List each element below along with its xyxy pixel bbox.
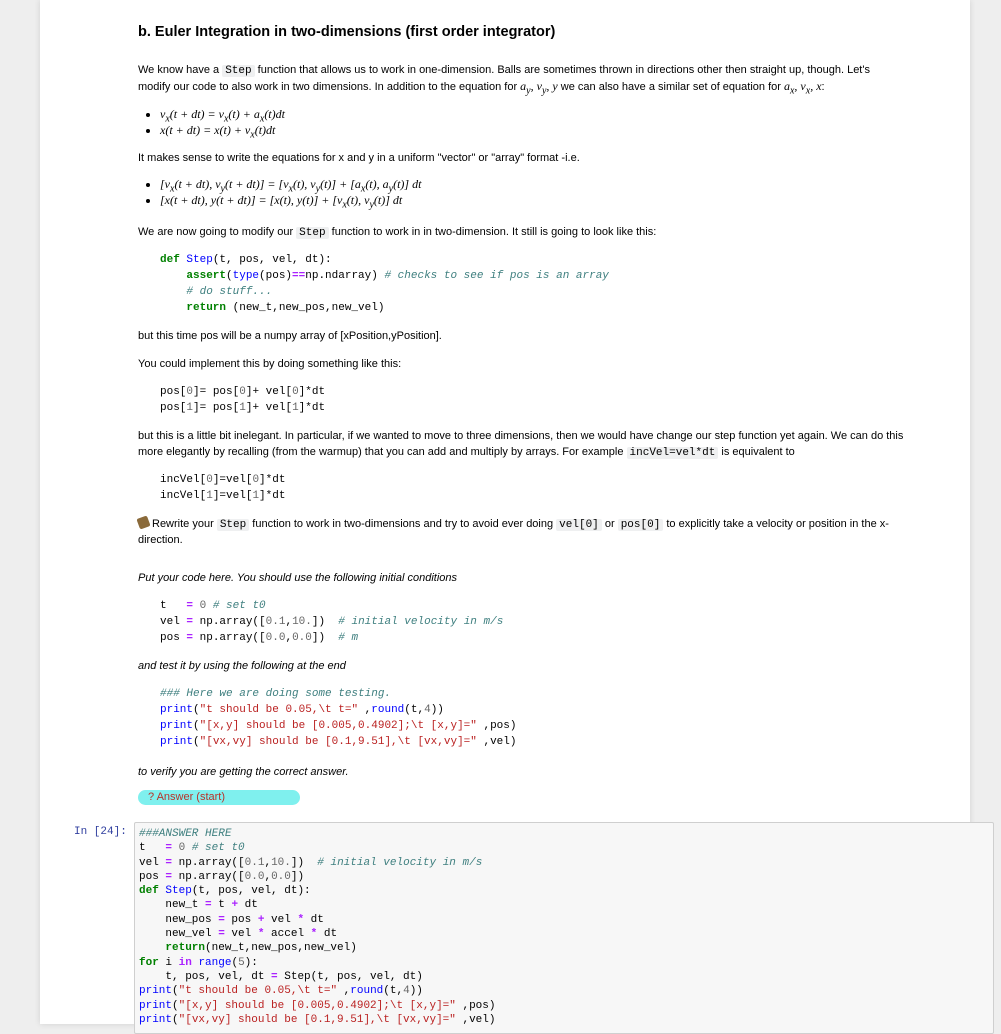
test-code: ### Here we are doing some testing. print("t should be 0.05,\t t=" ,round(t,4)) print("[x,y] should be [0.005,0.4902];\t [x,y]=" ,pos) print("[vx,vy] should be [0.1,9.51],\t [vx,vy]=" ,vel) [160, 688, 517, 748]
equation-vector-x: • [x(t + dt), y(t + dt)] = [x(t), $y(t)] + [v_x(t)$, $v_y(t)$] dt [160, 192, 421, 208]
equation-vector-v: • [$v_x(t + dt)$, $v_y(t + dt)] = [v_x(t)$, $v_y(t)] + [a_x(t)$, $a_y(t)$] dt [160, 176, 421, 192]
test-sentence: and test it by using the following at the end [138, 660, 346, 672]
code-cell-input[interactable] [134, 822, 994, 1034]
bullet-list-1 [138, 106, 285, 141]
intro-paragraph-2: modify our code to also work in two dimensions. In addition to the equation for $a_y$, $v_y$, y we can also have a similar set of equation for $a_x$, $v_x$, x: [138, 79, 825, 97]
step-template-code: def Step(t, pos, vel, dt): assert(type(pos)==np.ndarray) # checks to see if pos is an array # do stuff... return (new_t,new_pos,new_vel) [160, 254, 609, 314]
initial-conditions-code: t = 0 # set t0 vel = np.array([0.1,10.]) # initial velocity in m/s pos = np.array([0.0,0.0]) # m [160, 600, 504, 644]
answer-start-button[interactable]: ? Answer (start) [138, 790, 300, 805]
vector-sentence: It makes sense to write the equations for x and y in a uniform "vector" or "array" format -i.e. [138, 152, 580, 164]
numpy-sentence: but this time pos will be a numpy array of [xPosition,yPosition]. [138, 330, 442, 342]
notebook-page [40, 0, 970, 1024]
bullet-list-2 [138, 176, 422, 211]
equation-vx: • $v_x(t + dt) = v_x(t) + a_x(t)dt$ [160, 106, 285, 122]
intro-paragraph: We know have a Step function that allows us to work in one-dimension. Balls are sometimes thrown in directions other then straight up, though. Let's [138, 64, 870, 77]
verify-sentence: to verify you are getting the correct answer. [138, 766, 349, 778]
rewrite-sentence: Rewrite your Step function to work in two-dimensions and try to avoid ever doing vel[0] or pos[0] to explicitly take a velocity or position in the x- [138, 516, 889, 533]
answer-code[interactable]: ###ANSWER HERE t = 0 # set t0 vel = np.array([0.1,10.]) # initial velocity in m/s pos = np.array([0.0,0.0]) def Step(t, pos, vel, dt): new_t = t + dt new_pos = pos + vel * dt new_vel = vel * accel * dt return(new_t,new_pos,new_vel) for i in range(5): t, pos, vel, dt = Step(t, pos, vel, dt) print("t should be 0.05,\t t=" ,round(t,4)) print("[x,y] should be [0.005,0.4902];\t [x,y]=" ,pos) print("[vx,vy] should be [0.1,9.51],\t [vx,vy]=" ,vel) [139, 828, 496, 1026]
implement-code: pos[0]= pos[0]+ vel[0]*dt pos[1]= pos[1]+ vel[1]*dt [160, 386, 326, 414]
equation-x: • $x(t + dt) = x(t) + v_x(t)dt$ [160, 122, 285, 138]
inelegant-sentence: but this is a little bit inelegant. In particular, if we wanted to move to three dimensions, then we would have change our step function yet again. We can do this [138, 430, 904, 442]
modify-sentence: We are now going to modify our Step function to work in in two-dimension. It still is going to look like this: [138, 226, 657, 239]
cell-prompt: In [24]: [74, 826, 127, 838]
rewrite-sentence-2: direction. [138, 534, 183, 546]
owl-icon [136, 515, 150, 529]
inelegant-sentence-2: more elegantly by recalling (from the warmup) that you can add and multiply by arrays. For example incVel=vel*dt is equivalent to [138, 446, 795, 459]
implement-sentence: You could implement this by doing something like this: [138, 358, 402, 370]
put-code-sentence: Put your code here. You should use the following initial conditions [138, 572, 458, 584]
section-heading: b. Euler Integration in two-dimensions (first order integrator) [138, 24, 556, 40]
incvel-code: incVel[0]=vel[0]*dt incVel[1]=vel[1]*dt [160, 474, 286, 502]
